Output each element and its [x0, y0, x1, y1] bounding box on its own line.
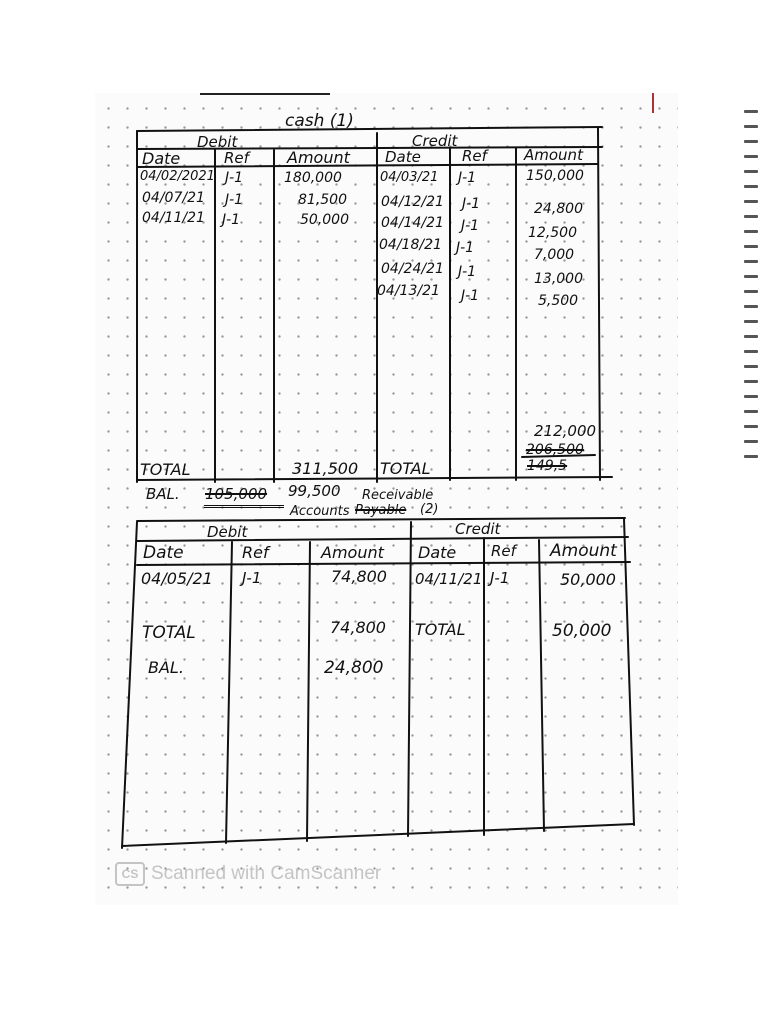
credit-date: 04/13/21 [377, 283, 440, 299]
ar-balance: 24,800 [324, 658, 384, 678]
ar-credit-header: Credit [455, 520, 501, 538]
credit-ref: J-1 [461, 288, 480, 304]
camscanner-logo: CS [115, 862, 145, 886]
ar-debit-amount: 74,800 [331, 567, 387, 586]
credit-total-label: TOTAL [380, 459, 431, 478]
credit-amount: 13,000 [534, 271, 583, 287]
debit-amount: 81,500 [298, 192, 347, 208]
balance-double-underline [204, 505, 284, 508]
credit-ref: J-1 [458, 264, 477, 280]
balance-value: 99,500 [288, 482, 341, 500]
ar-debit-total: 74,800 [330, 618, 386, 637]
ar-credit-date: 04/11/21 [415, 570, 483, 588]
camscanner-watermark [115, 862, 381, 886]
ar-title-suffix: (2) [420, 502, 439, 517]
col-credit-amount: Amount [524, 146, 583, 164]
ar-credit-amount: 50,000 [560, 570, 616, 589]
debit-total-label: TOTAL [140, 460, 191, 479]
credit-amount: 24,800 [534, 201, 583, 217]
col-credit-date: Date [385, 148, 421, 166]
debit-date: 04/11/21 [142, 210, 205, 226]
balance-label: BAL. [146, 485, 180, 503]
col-credit-ref: Ref [462, 147, 487, 165]
col-amount: Amount [287, 148, 350, 167]
ar-debit-header: Debit [207, 523, 248, 541]
credit-amount: 5,500 [538, 293, 579, 309]
cash-credit-header: Credit [412, 132, 458, 150]
credit-date: 04/24/21 [381, 261, 444, 277]
debit-ref: J-1 [225, 170, 244, 186]
ar-title-insert: Receivable [362, 488, 434, 503]
credit-amount: 150,000 [526, 168, 584, 184]
ar-col-credit-ref: Ref [491, 542, 516, 560]
debit-amount: 180,000 [284, 170, 342, 186]
credit-date: 04/14/21 [381, 215, 444, 231]
debit-ref: J-1 [225, 192, 244, 208]
col-ref: Ref [224, 149, 249, 167]
credit-amount: 7,000 [534, 247, 575, 263]
ar-col-credit-amount: Amount [550, 541, 617, 561]
credit-ref: J-1 [458, 170, 477, 186]
debit-date: 04/07/21 [142, 190, 205, 206]
debit-amount: 50,000 [300, 212, 349, 228]
credit-total: 212,000 [534, 422, 597, 440]
credit-total-struck: 149,5 [527, 458, 568, 474]
ar-col-ref: Ref [242, 543, 269, 562]
ar-debit-ref: J-1 [242, 569, 262, 587]
ar-credit-total: 50,000 [552, 621, 612, 641]
credit-ref: J-1 [456, 240, 475, 256]
ar-title-prefix: Accounts [290, 504, 350, 519]
ar-title-struck: Payable [355, 503, 407, 518]
ar-debit-date: 04/05/21 [141, 569, 213, 588]
credit-ref: J-1 [461, 218, 480, 234]
ar-credit-total-label: TOTAL [415, 620, 466, 639]
credit-date: 04/18/21 [379, 237, 442, 253]
cash-ledger-title: cash (1) [285, 111, 354, 131]
ar-col-credit-date: Date [418, 543, 457, 562]
balance-struck: 105,000 [205, 485, 268, 503]
credit-ref: J-1 [462, 196, 481, 212]
cash-debit-header: Debit [197, 133, 238, 151]
credit-amount: 12,500 [528, 225, 577, 241]
credit-date: 04/12/21 [381, 194, 444, 210]
credit-date: 04/03/21 [380, 170, 439, 185]
debit-date: 04/02/2021 [140, 169, 215, 184]
credit-total-struck: 206,500 [526, 442, 584, 458]
ar-col-date: Date [143, 543, 184, 563]
ar-balance-label: BAL. [148, 658, 184, 677]
debit-ref: J-1 [222, 212, 241, 228]
ar-debit-total-label: TOTAL [142, 623, 196, 643]
debit-total: 311,500 [292, 459, 359, 478]
ar-credit-ref: J-1 [490, 569, 510, 587]
col-date: Date [142, 149, 181, 168]
ar-col-amount: Amount [321, 543, 384, 562]
watermark-text: Scanned with CamScanner [151, 863, 382, 884]
